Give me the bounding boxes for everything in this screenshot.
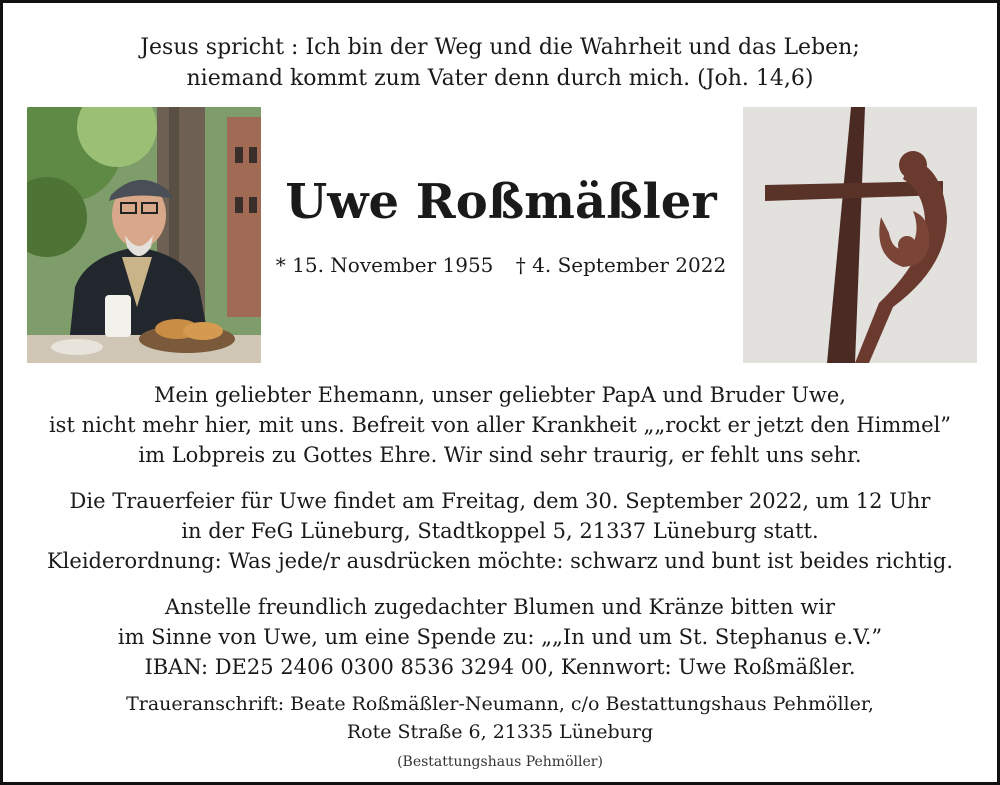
paragraph-line: in der FeG Lüneburg, Stadtkoppel 5, 21337 Lüneburg statt. <box>181 519 819 543</box>
verse-line: niemand kommt zum Vater denn durch mich. (Joh. 14,6) <box>186 66 814 91</box>
life-dates <box>262 251 740 279</box>
deceased-name: Uwe Roßmäßler <box>285 174 717 230</box>
cross-sculpture-photo <box>743 107 977 363</box>
address-line: Rote Straße 6, 21335 Lüneburg <box>346 721 654 743</box>
paragraph-line: Kleiderordnung: Was jede/r ausdrücken möchte: schwarz und bunt ist beides richtig. <box>46 549 954 573</box>
funeral-info-paragraph <box>0 486 1000 576</box>
portrait-illustration <box>27 107 261 363</box>
bible-verse <box>0 32 1000 94</box>
paragraph-line: im Lobpreis zu Gottes Ehre. Wir sind sehr traurig, er fehlt uns sehr. <box>138 443 862 467</box>
paragraph-line: Anstelle freundlich zugedachter Blumen und Kränze bitten wir <box>164 595 835 619</box>
portrait-photo <box>27 107 261 363</box>
paragraph-line: IBAN: DE25 2406 0300 8536 3294 00, Kennwort: Uwe Roßmäßler. <box>144 655 856 679</box>
paragraph-line: Die Trauerfeier für Uwe findet am Freitag, dem 30. September 2022, um 12 Uhr <box>69 489 931 513</box>
paragraph-line: Mein geliebter Ehemann, unser geliebter PapA und Bruder Uwe, <box>154 383 846 407</box>
address-line: Traueranschrift: Beate Roßmäßler-Neumann, c/o Bestattungshaus Pehmöller, <box>126 693 874 715</box>
farewell-paragraph <box>0 380 1000 470</box>
paragraph-line: ist nicht mehr hier, mit uns. Befreit von aller Krankheit „„rockt er jetzt den Himmel” <box>48 413 952 437</box>
cross-sculpture-illustration <box>743 107 977 363</box>
funeral-home-credit: (Bestattungshaus Pehmöller) <box>397 754 603 770</box>
verse-line: Jesus spricht : Ich bin der Weg und die Wahrheit und das Leben; <box>140 35 860 60</box>
birth-date: * 15. November 1955 <box>275 253 494 277</box>
mourning-address <box>0 690 1000 746</box>
paragraph-line: im Sinne von Uwe, um eine Spende zu: „„In und um St. Stephanus e.V.” <box>117 625 883 649</box>
death-date: † 4. September 2022 <box>515 253 727 277</box>
donation-paragraph <box>0 592 1000 682</box>
